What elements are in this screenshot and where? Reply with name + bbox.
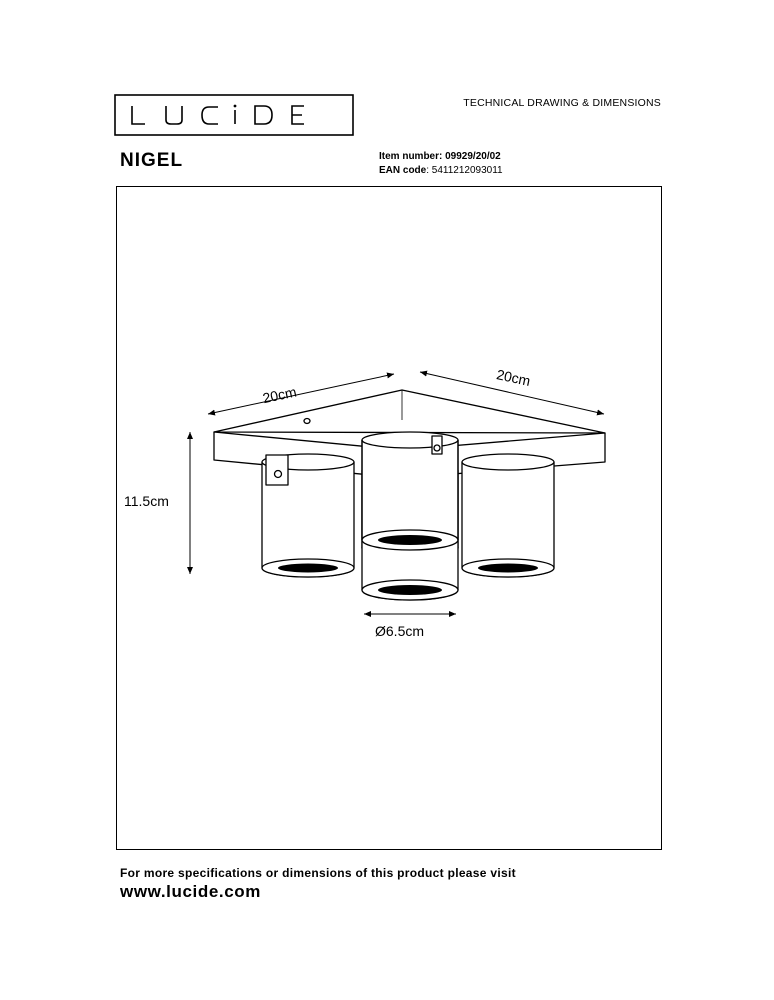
dimension-width-left: 20cm	[261, 383, 298, 407]
dimension-height: 11.5cm	[124, 493, 169, 509]
item-number-label: Item number	[379, 151, 440, 162]
ean-value: : 5411212093011	[426, 165, 503, 176]
item-number-value: : 09929/20/02	[439, 151, 501, 162]
footer-text: For more specifications or dimensions of this product please visit	[120, 866, 516, 880]
spot-left	[262, 454, 354, 577]
dimension-width-right: 20cm	[495, 366, 532, 389]
dimension-diameter: Ø6.5cm	[375, 623, 425, 639]
ean-label: EAN code	[379, 165, 427, 176]
website-link[interactable]: www.lucide.com	[120, 882, 261, 901]
product-name: NIGEL	[120, 150, 184, 171]
document-type: TECHNICAL DRAWING & DIMENSIONS	[463, 97, 661, 109]
spot-right	[462, 454, 554, 577]
